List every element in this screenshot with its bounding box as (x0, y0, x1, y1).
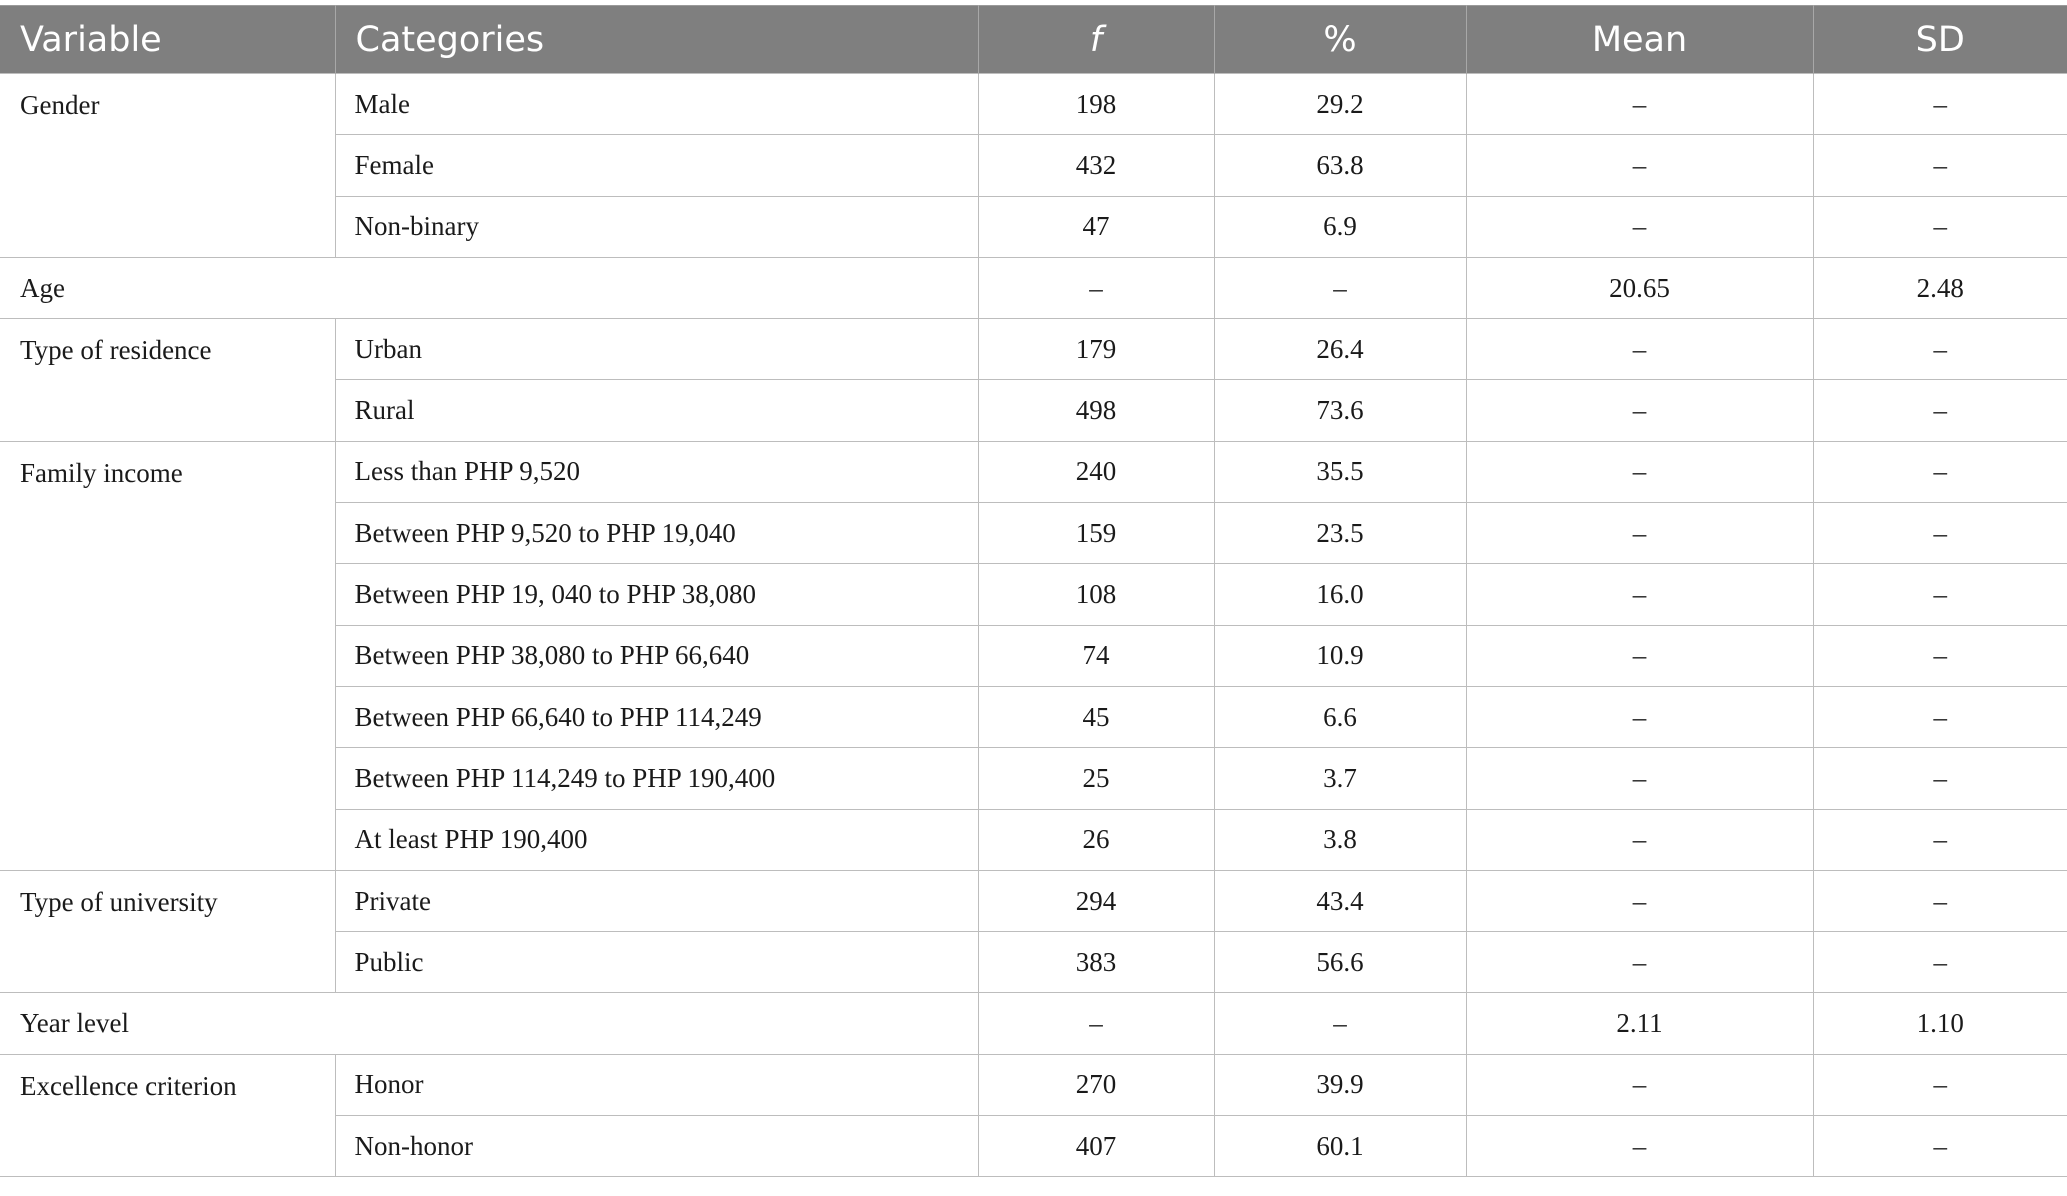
variable-cell: Type of residence (0, 319, 335, 442)
frequency-cell: 432 (978, 135, 1214, 196)
table-row (0, 993, 2067, 1054)
frequency-cell: 47 (978, 196, 1214, 257)
frequency-cell: 240 (978, 441, 1214, 502)
sd-cell: – (1813, 686, 2067, 747)
table-row (0, 441, 2067, 502)
category-cell: Urban (335, 319, 978, 380)
header-percent: % (1214, 6, 1466, 74)
sd-cell: – (1813, 196, 2067, 257)
sd-cell: – (1813, 625, 2067, 686)
sd-cell: – (1813, 932, 2067, 993)
percent-cell: 3.7 (1214, 748, 1466, 809)
mean-cell: – (1466, 1054, 1813, 1115)
table-row (0, 319, 2067, 380)
mean-cell: – (1466, 74, 1813, 135)
percent-cell: – (1214, 993, 1466, 1054)
sd-cell: – (1813, 380, 2067, 441)
category-cell: Less than PHP 9,520 (335, 441, 978, 502)
header-row (0, 6, 2067, 74)
category-cell: Private (335, 870, 978, 931)
table-row (0, 1054, 2067, 1115)
category-cell: Non-binary (335, 196, 978, 257)
percent-cell: 3.8 (1214, 809, 1466, 870)
sd-cell: – (1813, 870, 2067, 931)
mean-cell: – (1466, 625, 1813, 686)
sd-cell: – (1813, 809, 2067, 870)
header-variable: Variable (0, 6, 335, 74)
mean-cell: – (1466, 686, 1813, 747)
percent-cell: 63.8 (1214, 135, 1466, 196)
sd-cell: – (1813, 319, 2067, 380)
category-cell: At least PHP 190,400 (335, 809, 978, 870)
percent-cell: 10.9 (1214, 625, 1466, 686)
mean-cell: – (1466, 932, 1813, 993)
sd-cell: – (1813, 503, 2067, 564)
variable-cell: Year level (0, 993, 978, 1054)
sd-cell: – (1813, 135, 2067, 196)
frequency-cell: 498 (978, 380, 1214, 441)
frequency-cell: 383 (978, 932, 1214, 993)
variable-cell: Family income (0, 441, 335, 870)
table-header (0, 6, 2067, 74)
sd-cell: 2.48 (1813, 257, 2067, 318)
frequency-cell: 159 (978, 503, 1214, 564)
demographics-table (0, 5, 2067, 1177)
sd-cell: – (1813, 1116, 2067, 1177)
mean-cell: – (1466, 135, 1813, 196)
sd-cell: – (1813, 441, 2067, 502)
frequency-cell: 108 (978, 564, 1214, 625)
percent-cell: 6.9 (1214, 196, 1466, 257)
frequency-cell: 74 (978, 625, 1214, 686)
table-row (0, 870, 2067, 931)
percent-cell: 29.2 (1214, 74, 1466, 135)
frequency-cell: 270 (978, 1054, 1214, 1115)
percent-cell: 35.5 (1214, 441, 1466, 502)
category-cell: Between PHP 38,080 to PHP 66,640 (335, 625, 978, 686)
sd-cell: – (1813, 1054, 2067, 1115)
variable-cell: Excellence criterion (0, 1054, 335, 1177)
mean-cell: 20.65 (1466, 257, 1813, 318)
percent-cell: 16.0 (1214, 564, 1466, 625)
percent-cell: 43.4 (1214, 870, 1466, 931)
table-row (0, 74, 2067, 135)
percent-cell: 6.6 (1214, 686, 1466, 747)
sd-cell: – (1813, 74, 2067, 135)
variable-cell: Type of university (0, 870, 335, 993)
header-sd: SD (1813, 6, 2067, 74)
frequency-cell: 179 (978, 319, 1214, 380)
category-cell: Between PHP 114,249 to PHP 190,400 (335, 748, 978, 809)
mean-cell: – (1466, 503, 1813, 564)
mean-cell: – (1466, 748, 1813, 809)
variable-cell: Age (0, 257, 978, 318)
sd-cell: 1.10 (1813, 993, 2067, 1054)
mean-cell: 2.11 (1466, 993, 1813, 1054)
frequency-cell: 26 (978, 809, 1214, 870)
percent-cell: 23.5 (1214, 503, 1466, 564)
category-cell: Between PHP 66,640 to PHP 114,249 (335, 686, 978, 747)
frequency-cell: 25 (978, 748, 1214, 809)
category-cell: Female (335, 135, 978, 196)
frequency-cell: 45 (978, 686, 1214, 747)
category-cell: Public (335, 932, 978, 993)
category-cell: Between PHP 9,520 to PHP 19,040 (335, 503, 978, 564)
frequency-cell: – (978, 993, 1214, 1054)
mean-cell: – (1466, 1116, 1813, 1177)
mean-cell: – (1466, 809, 1813, 870)
category-cell: Male (335, 74, 978, 135)
sd-cell: – (1813, 564, 2067, 625)
percent-cell: 39.9 (1214, 1054, 1466, 1115)
mean-cell: – (1466, 870, 1813, 931)
frequency-cell: 294 (978, 870, 1214, 931)
frequency-cell: 198 (978, 74, 1214, 135)
category-cell: Between PHP 19, 040 to PHP 38,080 (335, 564, 978, 625)
category-cell: Rural (335, 380, 978, 441)
category-cell: Honor (335, 1054, 978, 1115)
mean-cell: – (1466, 380, 1813, 441)
percent-cell: 60.1 (1214, 1116, 1466, 1177)
mean-cell: – (1466, 564, 1813, 625)
table-body (0, 74, 2067, 1177)
percent-cell: 73.6 (1214, 380, 1466, 441)
sd-cell: – (1813, 748, 2067, 809)
header-frequency: f (978, 6, 1214, 74)
percent-cell: 26.4 (1214, 319, 1466, 380)
percent-cell: 56.6 (1214, 932, 1466, 993)
percent-cell: – (1214, 257, 1466, 318)
frequency-cell: 407 (978, 1116, 1214, 1177)
mean-cell: – (1466, 319, 1813, 380)
mean-cell: – (1466, 196, 1813, 257)
mean-cell: – (1466, 441, 1813, 502)
frequency-cell: – (978, 257, 1214, 318)
header-categories: Categories (335, 6, 978, 74)
header-mean: Mean (1466, 6, 1813, 74)
category-cell: Non-honor (335, 1116, 978, 1177)
variable-cell: Gender (0, 74, 335, 258)
table-row (0, 257, 2067, 318)
